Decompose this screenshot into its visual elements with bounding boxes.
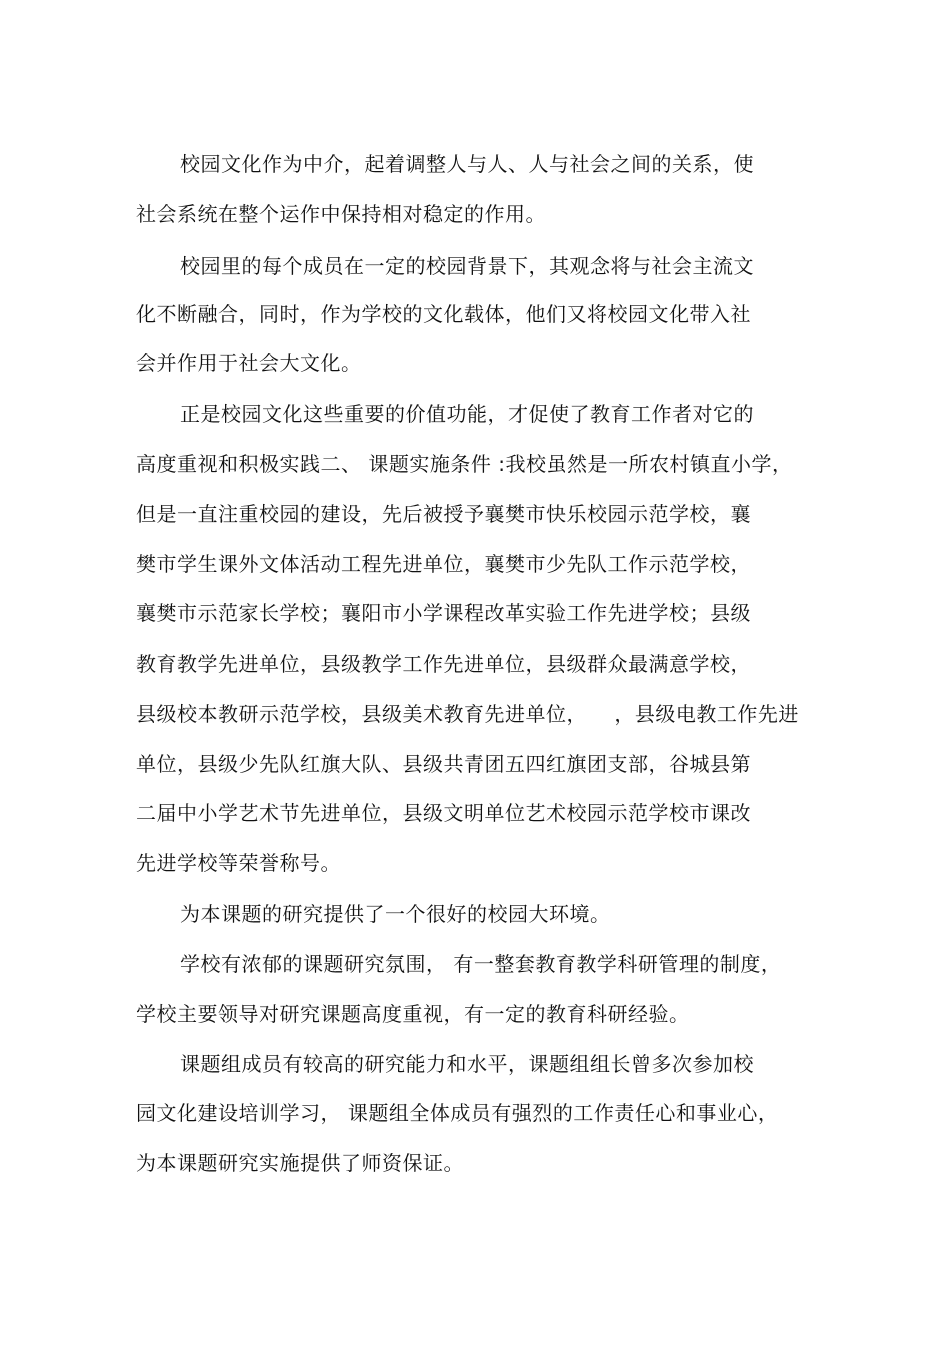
paragraph-6-line-3: 为本课题研究实施提供了师资保证。 <box>136 1151 464 1175</box>
paragraph-3-line-6: 教育教学先进单位，县级教学工作先进单位，县级群众最满意学校， <box>136 652 751 676</box>
paragraph-3-line-9: 二届中小学艺术节先进单位，县级文明单位艺术校园示范学校市课改 <box>136 801 751 825</box>
paragraph-1-line-2: 社会系统在整个运作中保持相对稳定的作用。 <box>136 202 546 226</box>
paragraph-3-line-1: 正是校园文化这些重要的价值功能，才促使了教育工作者对它的 <box>180 402 754 426</box>
paragraph-6-line-1: 课题组成员有较高的研究能力和水平，课题组组长曾多次参加校 <box>180 1052 754 1076</box>
paragraph-4-line-1: 为本课题的研究提供了一个很好的校园大环境。 <box>180 902 611 926</box>
paragraph-3-line-4: 樊市学生课外文体活动工程先进单位，襄樊市少先队工作示范学校， <box>136 552 751 576</box>
paragraph-2-line-2: 化不断融合，同时，作为学校的文化载体，他们又将校园文化带入社 <box>136 302 751 326</box>
paragraph-3-line-8: 单位，县级少先队红旗大队、县级共青团五四红旗团支部，谷城县第 <box>136 752 751 776</box>
paragraph-1-line-1: 校园文化作为中介，起着调整人与人、人与社会之间的关系，使 <box>180 152 754 176</box>
paragraph-2-line-3: 会并作用于社会大文化。 <box>136 351 362 375</box>
paragraph-3-line-7: 县级校本教研示范学校，县级美术教育先进单位， ，县级电教工作先进 <box>136 702 799 726</box>
paragraph-6-line-2: 园文化建设培训学习， 课题组全体成员有强烈的工作责任心和事业心， <box>136 1101 779 1125</box>
paragraph-5-line-2: 学校主要领导对研究课题高度重视，有一定的教育科研经验。 <box>136 1002 690 1026</box>
paragraph-3-line-5: 襄樊市示范家长学校；襄阳市小学课程改革实验工作先进学校；县级 <box>136 601 751 625</box>
paragraph-3-line-10: 先进学校等荣誉称号。 <box>136 851 341 875</box>
paragraph-3-line-2: 高度重视和积极实践二、 课题实施条件 :我校虽然是一所农村镇直小学， <box>136 452 793 476</box>
paragraph-2-line-1: 校园里的每个成员在一定的校园背景下，其观念将与社会主流文 <box>180 254 754 278</box>
paragraph-5-line-1: 学校有浓郁的课题研究氛围， 有一整套教育教学科研管理的制度， <box>180 952 782 976</box>
paragraph-3-line-3: 但是一直注重校园的建设，先后被授予襄樊市快乐校园示范学校，襄 <box>136 502 751 526</box>
